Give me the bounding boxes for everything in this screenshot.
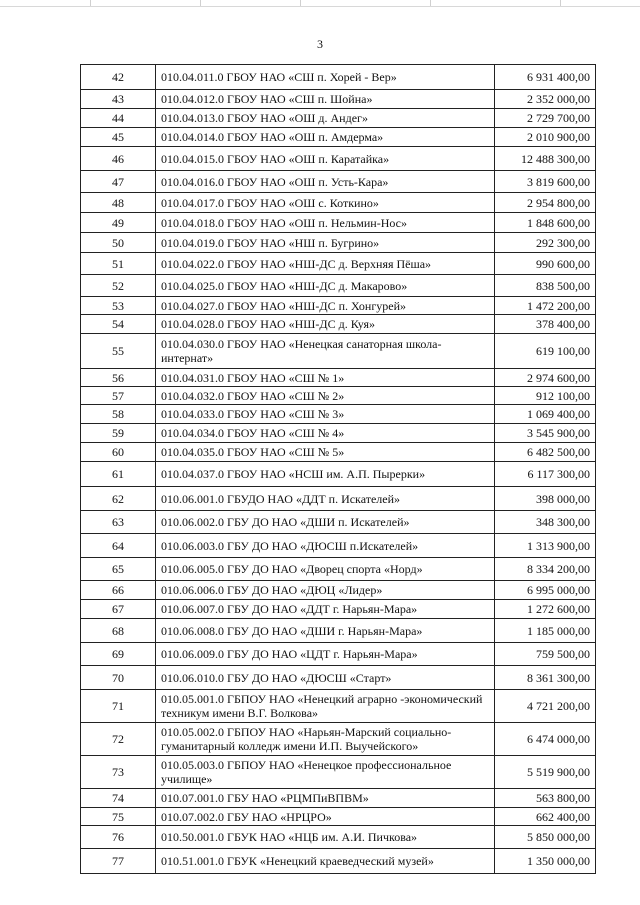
amount-value: 3 819 600,00 [495,171,596,193]
amount-value: 3 545 900,00 [495,424,596,443]
amount-value: 1 185 000,00 [495,619,596,643]
table-row [81,462,596,487]
amount-value: 1 069 400,00 [495,405,596,424]
institution-name: 010.04.011.0 ГБОУ НАО «СШ п. Хорей - Вер» [156,65,495,90]
institution-name: 010.06.002.0 ГБУ ДО НАО «ДШИ п. Искателей» [156,511,495,534]
institution-name: 010.04.012.0 ГБОУ НАО «СШ п. Шойна» [156,90,495,109]
amount-value: 759 500,00 [495,643,596,666]
table-row [81,369,596,387]
table-row [81,619,596,643]
amount-value: 378 400,00 [495,315,596,334]
amount-value: 6 995 000,00 [495,581,596,600]
table-row [81,171,596,193]
amount-value: 2 010 900,00 [495,128,596,147]
row-number: 45 [81,128,156,147]
amount-value: 292 300,00 [495,233,596,253]
funding-table-body [81,65,596,874]
amount-value: 2 954 800,00 [495,193,596,213]
amount-value: 990 600,00 [495,253,596,275]
row-number: 74 [81,789,156,808]
row-number: 70 [81,666,156,690]
institution-name: 010.06.005.0 ГБУ ДО НАО «Дворец спорта «Норд» [156,558,495,581]
table-row [81,534,596,558]
institution-name: 010.04.019.0 ГБОУ НАО «НШ п. Бугрино» [156,233,495,253]
table-row [81,424,596,443]
table-row [81,558,596,581]
row-number: 44 [81,109,156,128]
table-row [81,109,596,128]
amount-value: 4 721 200,00 [495,690,596,723]
table-row [81,315,596,334]
row-number: 71 [81,690,156,723]
row-number: 42 [81,65,156,90]
institution-name: 010.04.027.0 ГБОУ НАО «НШ-ДС п. Хонгурей» [156,297,495,315]
table-row [81,387,596,405]
table-row [81,405,596,424]
amount-value: 2 352 000,00 [495,90,596,109]
row-number: 55 [81,334,156,369]
amount-value: 2 729 700,00 [495,109,596,128]
institution-name: 010.04.030.0 ГБОУ НАО «Ненецкая санаторная школа-интернат» [156,334,495,369]
institution-name: 010.04.016.0 ГБОУ НАО «ОШ п. Усть-Кара» [156,171,495,193]
page-number: 3 [317,37,323,51]
row-number: 43 [81,90,156,109]
table-row [81,147,596,171]
institution-name: 010.04.013.0 ГБОУ НАО «ОШ д. Андег» [156,109,495,128]
institution-name: 010.04.028.0 ГБОУ НАО «НШ-ДС д. Куя» [156,315,495,334]
institution-name: 010.06.010.0 ГБУ ДО НАО «ДЮСШ «Старт» [156,666,495,690]
amount-value: 838 500,00 [495,275,596,297]
table-row [81,511,596,534]
amount-value: 1 472 200,00 [495,297,596,315]
row-number: 54 [81,315,156,334]
row-number: 50 [81,233,156,253]
amount-value: 1 313 900,00 [495,534,596,558]
row-number: 66 [81,581,156,600]
row-number: 69 [81,643,156,666]
table-row [81,275,596,297]
amount-value: 2 974 600,00 [495,369,596,387]
institution-name: 010.07.002.0 ГБУ НАО «НРЦРО» [156,808,495,826]
row-number: 68 [81,619,156,643]
amount-value: 398 000,00 [495,487,596,511]
institution-name: 010.04.015.0 ГБОУ НАО «ОШ п. Каратайка» [156,147,495,171]
table-row [81,443,596,462]
table-row [81,65,596,90]
table-row [81,213,596,233]
row-number: 46 [81,147,156,171]
row-number: 60 [81,443,156,462]
row-number: 59 [81,424,156,443]
row-number: 62 [81,487,156,511]
institution-name: 010.06.003.0 ГБУ ДО НАО «ДЮСШ п.Искателей» [156,534,495,558]
table-row [81,487,596,511]
institution-name: 010.04.018.0 ГБОУ НАО «ОШ п. Нельмин-Нос» [156,213,495,233]
table-row [81,297,596,315]
amount-value: 912 100,00 [495,387,596,405]
row-number: 77 [81,849,156,874]
amount-value: 6 117 300,00 [495,462,596,487]
table-row [81,581,596,600]
institution-name: 010.04.032.0 ГБОУ НАО «СШ № 2» [156,387,495,405]
amount-value: 5 850 000,00 [495,826,596,849]
row-number: 67 [81,600,156,619]
table-row [81,233,596,253]
table-row [81,666,596,690]
row-number: 48 [81,193,156,213]
amount-value: 1 848 600,00 [495,213,596,233]
row-number: 73 [81,756,156,789]
row-number: 53 [81,297,156,315]
row-number: 52 [81,275,156,297]
institution-name: 010.04.025.0 ГБОУ НАО «НШ-ДС д. Макарово» [156,275,495,297]
table-row [81,253,596,275]
table-row [81,849,596,874]
institution-name: 010.05.003.0 ГБПОУ НАО «Ненецкое профессиональное училище» [156,756,495,789]
row-number: 57 [81,387,156,405]
row-number: 56 [81,369,156,387]
institution-name: 010.07.001.0 ГБУ НАО «РЦМПиВПВМ» [156,789,495,808]
amount-value: 6 482 500,00 [495,443,596,462]
row-number: 47 [81,171,156,193]
row-number: 64 [81,534,156,558]
institution-name: 010.51.001.0 ГБУК «Ненецкий краеведческий музей» [156,849,495,874]
table-row [81,756,596,789]
institution-name: 010.04.034.0 ГБОУ НАО «СШ № 4» [156,424,495,443]
table-row [81,826,596,849]
amount-value: 563 800,00 [495,789,596,808]
institution-name: 010.04.033.0 ГБОУ НАО «СШ № 3» [156,405,495,424]
institution-name: 010.50.001.0 ГБУК НАО «НЦБ им. А.И. Пичкова» [156,826,495,849]
amount-value: 6 931 400,00 [495,65,596,90]
amount-value: 8 361 300,00 [495,666,596,690]
scan-top-edge [0,0,640,7]
institution-name: 010.04.031.0 ГБОУ НАО «СШ № 1» [156,369,495,387]
table-row [81,600,596,619]
table-row [81,643,596,666]
institution-name: 010.04.017.0 ГБОУ НАО «ОШ с. Коткино» [156,193,495,213]
institution-name: 010.04.037.0 ГБОУ НАО «НСШ им. А.П. Пырерки» [156,462,495,487]
amount-value: 619 100,00 [495,334,596,369]
amount-value: 1 350 000,00 [495,849,596,874]
amount-value: 662 400,00 [495,808,596,826]
row-number: 72 [81,723,156,756]
institution-name: 010.06.001.0 ГБУДО НАО «ДДТ п. Искателей» [156,487,495,511]
amount-value: 8 334 200,00 [495,558,596,581]
table-row [81,808,596,826]
row-number: 51 [81,253,156,275]
row-number: 61 [81,462,156,487]
amount-value: 12 488 300,00 [495,147,596,171]
table-row [81,193,596,213]
institution-name: 010.06.009.0 ГБУ ДО НАО «ЦДТ г. Нарьян-Мара» [156,643,495,666]
row-number: 49 [81,213,156,233]
funding-table [80,64,596,874]
row-number: 76 [81,826,156,849]
institution-name: 010.04.022.0 ГБОУ НАО «НШ-ДС д. Верхняя Пёша» [156,253,495,275]
row-number: 75 [81,808,156,826]
row-number: 58 [81,405,156,424]
institution-name: 010.05.001.0 ГБПОУ НАО «Ненецкий аграрно -экономический техникум имени В.Г. Волкова» [156,690,495,723]
institution-name: 010.04.014.0 ГБОУ НАО «ОШ п. Амдерма» [156,128,495,147]
table-row [81,90,596,109]
row-number: 65 [81,558,156,581]
amount-value: 5 519 900,00 [495,756,596,789]
institution-name: 010.06.006.0 ГБУ ДО НАО «ДЮЦ «Лидер» [156,581,495,600]
table-row [81,690,596,723]
row-number: 63 [81,511,156,534]
amount-value: 6 474 000,00 [495,723,596,756]
institution-name: 010.06.007.0 ГБУ ДО НАО «ДДТ г. Нарьян-Мара» [156,600,495,619]
amount-value: 348 300,00 [495,511,596,534]
table-row [81,128,596,147]
table-row [81,789,596,808]
table-row [81,723,596,756]
institution-name: 010.04.035.0 ГБОУ НАО «СШ № 5» [156,443,495,462]
amount-value: 1 272 600,00 [495,600,596,619]
institution-name: 010.05.002.0 ГБПОУ НАО «Нарьян-Марский социально-гуманитарный колледж имени И.П. Выучейского» [156,723,495,756]
institution-name: 010.06.008.0 ГБУ ДО НАО «ДШИ г. Нарьян-Мара» [156,619,495,643]
table-row [81,334,596,369]
